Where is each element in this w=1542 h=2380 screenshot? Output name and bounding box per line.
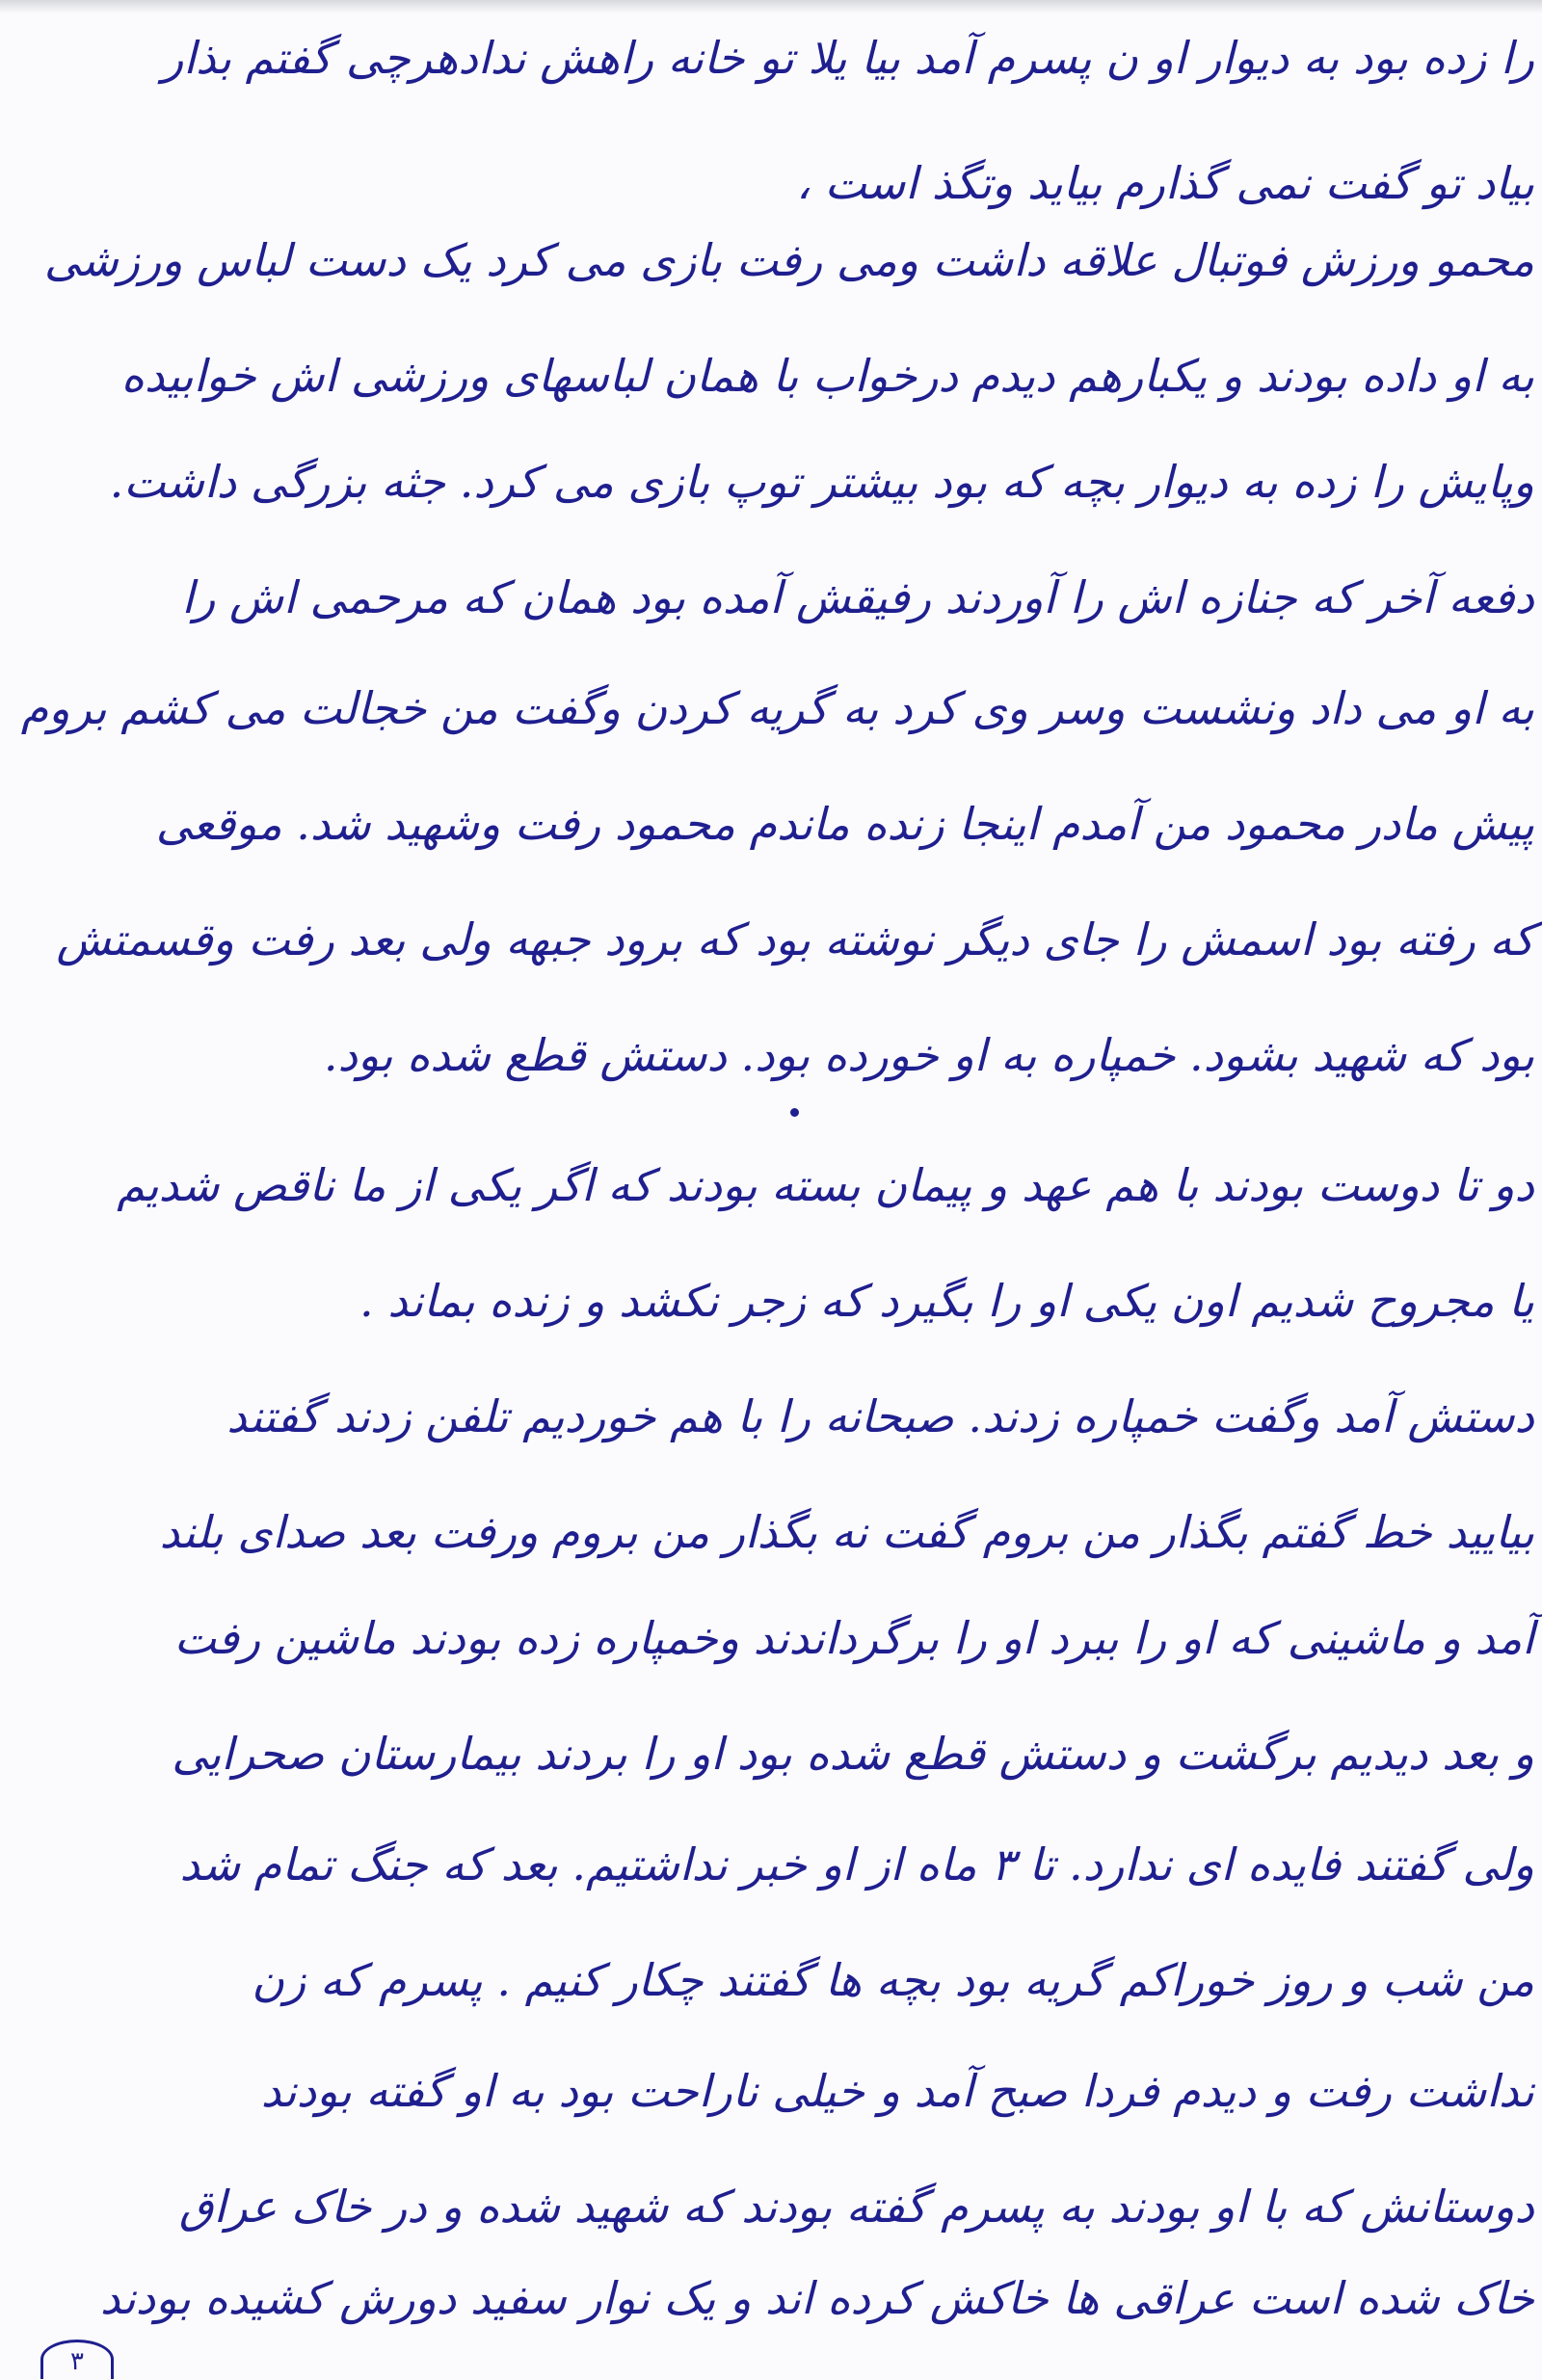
text-line-14: بیایید خط گفتم بگذار من بروم گفت نه بگذار من بروم ورفت بعد صدای بلند xyxy=(159,1506,1534,1558)
ink-dot xyxy=(790,1108,799,1117)
text-line-11: دو تا دوست بودند با هم عهد و پیمان بسته بودند که اگر یکی از ما ناقص شدیم xyxy=(117,1159,1534,1211)
text-line-1: را زده بود به دیوار او ن پسرم آمد بیا یلا تو خانه راهش ندادهرچی گفتم بذار xyxy=(162,32,1534,84)
text-line-9: که رفته بود اسمش را جای دیگر نوشته بود که برود جبهه ولی بعد رفت وقسمتش xyxy=(56,913,1534,965)
text-line-18: من شب و روز خوراکم گریه بود بچه ها گفتند چکار کنیم . پسرم که زن xyxy=(252,1954,1534,2006)
text-line-19: نداشت رفت و دیدم فردا صبح آمد و خیلی ناراحت بود به او گفته بودند xyxy=(260,2065,1534,2117)
text-line-17: ولی گفتند فایده ای ندارد. تا ۳ ماه از او خبر نداشتیم. بعد که جنگ تمام شد xyxy=(179,1838,1534,1891)
text-line-10: بود که شهید بشود. خمپاره به او خورده بود. دستش قطع شده بود. xyxy=(323,1029,1534,1081)
text-line-15: آمد و ماشینی که او را ببرد او را برگرداندند وخمپاره زده بودند ماشین رفت xyxy=(173,1612,1534,1664)
text-line-20: دوستانش که با او بودند به پسرم گفته بودند که شهید شده و در خاک عراق xyxy=(178,2181,1534,2233)
text-line-12: یا مجروح شدیم اون یکی او را بگیرد که زجر نکشد و زنده بماند . xyxy=(359,1275,1534,1327)
text-line-2: بیاد تو گفت نمی گذارم بیاید وتگذ است ، xyxy=(796,157,1534,209)
text-line-8: پیش مادر محمود من آمدم اینجا زنده ماندم محمود رفت وشهید شد. موقعی xyxy=(155,798,1534,850)
text-line-7: به او می داد ونشست وسر وی کرد به گریه کردن وگفت من خجالت می کشم بروم xyxy=(20,682,1534,734)
text-line-13: دستش آمد وگفت خمپاره زدند. صبحانه را با هم خوردیم تلفن زدند گفتند xyxy=(226,1390,1534,1442)
text-line-21: خاک شده است عراقی ها خاکش کرده اند و یک نوار سفید دورش کشیده بودند xyxy=(99,2272,1534,2324)
text-line-16: و بعد دیدیم برگشت و دستش قطع شده بود او را بردند بیمارستان صحرایی xyxy=(172,1728,1534,1780)
text-line-4: به او داده بودند و یکبارهم دیدم درخواب با همان لباسهای ورزشی اش خوابیده xyxy=(120,350,1534,402)
text-line-3: محمو ورزش فوتبال علاقه داشت ومی رفت بازی می کرد یک دست لباس ورزشی xyxy=(43,234,1534,286)
text-line-5: وپایش را زده به دیوار بچه که بود بیشتر توپ بازی می کرد. جثه بزرگی داشت. xyxy=(109,456,1534,508)
text-line-6: دفعه آخر که جنازه اش را آوردند رفیقش آمده بود همان که مرحمی اش را xyxy=(181,571,1534,623)
page-number: ۳ xyxy=(40,2340,114,2379)
